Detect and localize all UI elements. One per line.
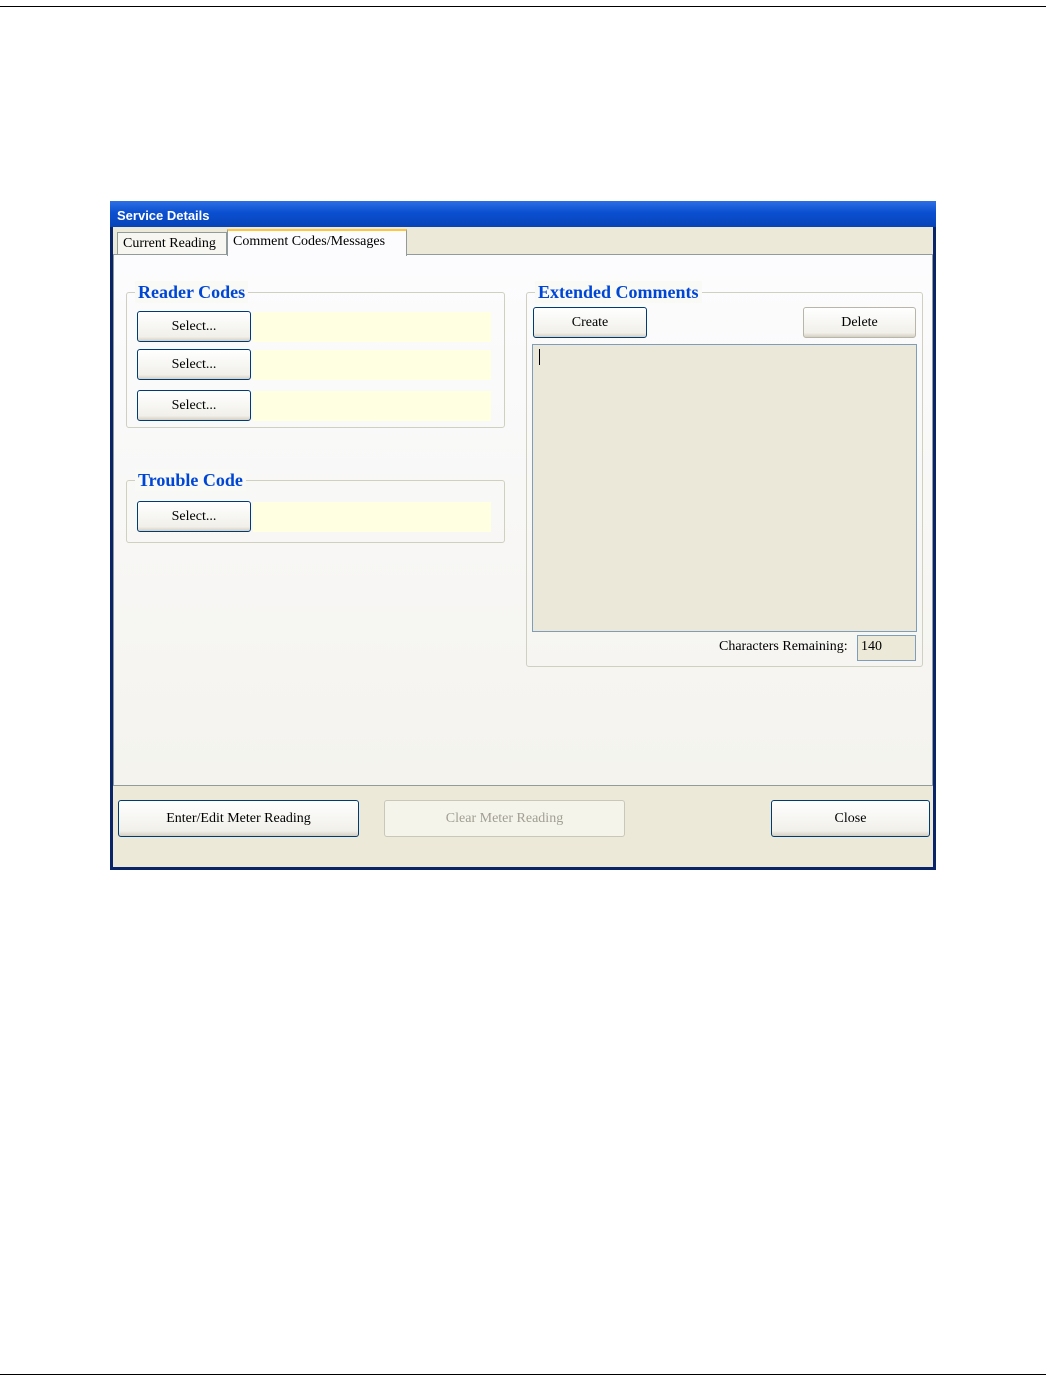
enter-edit-meter-reading-button[interactable]: Enter/Edit Meter Reading — [118, 800, 359, 837]
reader-codes-group — [126, 282, 505, 428]
reader-code-2-field[interactable] — [253, 350, 491, 380]
trouble-code-title: Trouble Code — [135, 469, 246, 491]
characters-remaining-value: 140 — [857, 635, 916, 661]
service-details-window — [110, 201, 936, 870]
extended-comments-textarea[interactable] — [532, 344, 917, 632]
page-top-rule — [0, 6, 1046, 7]
clear-meter-reading-button: Clear Meter Reading — [384, 800, 625, 837]
tab-current-reading[interactable]: Current Reading — [117, 232, 227, 254]
trouble-code-group — [126, 470, 505, 543]
page-bottom-rule — [0, 1374, 1046, 1375]
tab-page-comment-codes — [113, 254, 933, 786]
delete-comment-button[interactable]: Delete — [803, 307, 916, 338]
extended-comments-title: Extended Comments — [535, 281, 702, 303]
trouble-code-select-button[interactable]: Select... — [137, 501, 251, 532]
extended-comments-group — [526, 282, 923, 667]
window-client-area — [113, 227, 933, 867]
trouble-code-field[interactable] — [253, 502, 491, 532]
characters-remaining-label: Characters Remaining: — [719, 639, 848, 654]
close-button[interactable]: Close — [771, 800, 930, 837]
reader-code-3-select-button[interactable]: Select... — [137, 390, 251, 421]
reader-code-1-select-button[interactable]: Select... — [137, 311, 251, 342]
text-caret — [539, 349, 540, 365]
reader-code-1-field[interactable] — [253, 312, 491, 342]
title-bar[interactable] — [110, 201, 936, 227]
reader-code-2-select-button[interactable]: Select... — [137, 349, 251, 380]
window-title: Service Details — [117, 208, 210, 223]
reader-code-3-field[interactable] — [253, 391, 491, 421]
reader-codes-title: Reader Codes — [135, 281, 248, 303]
create-comment-button[interactable]: Create — [533, 307, 647, 338]
tab-comment-codes-messages[interactable]: Comment Codes/Messages — [227, 229, 407, 256]
